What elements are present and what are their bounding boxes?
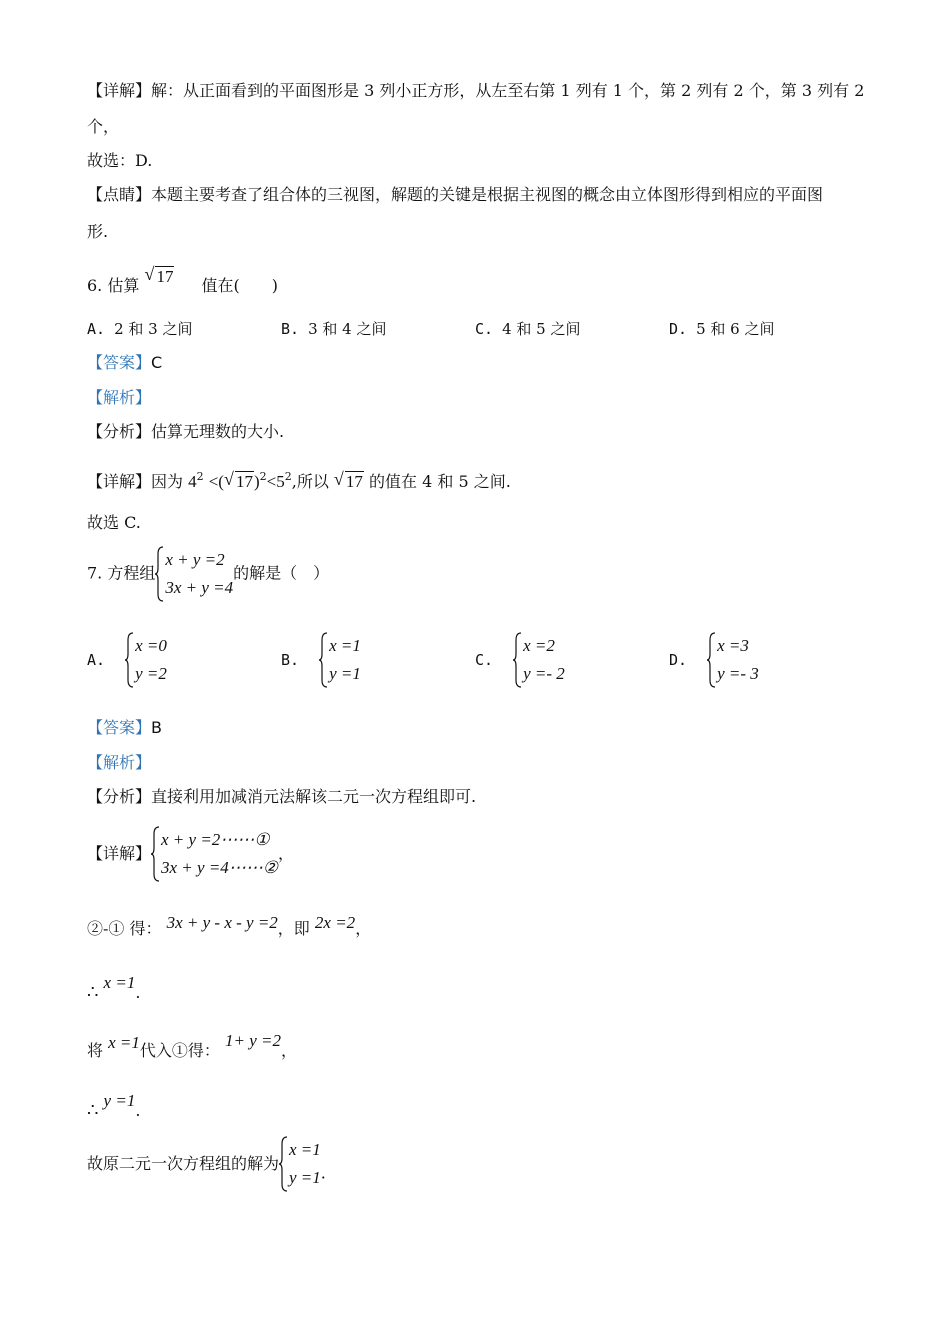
q7-therefore-x: ∴ x =1. <box>87 973 141 1003</box>
q7-detail-system: 【详解】 x + y =2⋯⋯① 3x + y =4⋯⋯② ， <box>87 826 294 882</box>
q5-detail-line1: 【详解】解：从正面看到的平面图形是 3 列小正方形，从左至右第 1 列有 1 个，第 2 列有 2 个，第 3 列有 2 <box>87 81 865 100</box>
left-brace-icon <box>707 632 716 688</box>
sqrt-icon: √ <box>223 469 234 489</box>
q6-detail: 【详解】因为 $4^2$ <( √ $17)^2<5^2$,所以 √ 17 的值在 4 和 5 之间. <box>87 469 511 491</box>
q5-comment-line1: 【点睛】本题主要考查了组合体的三视图，解题的关键是根据主视图的概念由立体图形得到相应的平面图 <box>87 185 824 204</box>
left-brace-icon <box>279 1136 288 1192</box>
q6-answer: C <box>151 353 163 372</box>
left-brace-icon <box>155 546 164 602</box>
therefore-icon: ∴ <box>87 982 99 1003</box>
q7-jiexi: 【解析】 <box>87 753 152 772</box>
q7-analysis: 【分析】直接利用加减消元法解该二元一次方程组即可. <box>87 787 477 806</box>
q5-comment-line2: 形. <box>87 222 109 241</box>
q7-option-d: D. x =3 y =- 3 <box>669 632 759 688</box>
q5-choice: 故选：D. <box>87 151 153 170</box>
q6-option-c: C. 4 和 5 之间 <box>475 320 581 338</box>
q5-detail-line2: 个， <box>87 117 120 136</box>
answer-label: 【答案】 <box>87 718 152 737</box>
q7-option-b: B. x =1 y =1 <box>281 632 361 688</box>
q7-system: x + y =2 3x + y =4 <box>155 546 233 602</box>
q7-final: 故原二元一次方程组的解为 x =1 y =1 . <box>87 1136 326 1192</box>
q7-substitute: 将 x =1代入①得： 1+ y =2， <box>87 1031 298 1060</box>
q6-jiexi: 【解析】 <box>87 388 152 407</box>
answer-label: 【答案】 <box>87 353 152 372</box>
q6-radicand: 17 <box>156 267 174 286</box>
q6-question <box>87 266 278 297</box>
q7-option-c: C. x =2 y =- 2 <box>475 632 565 688</box>
q6-option-d: D. 5 和 6 之间 <box>669 320 775 338</box>
left-brace-icon <box>151 826 160 882</box>
sqrt-icon: √ <box>333 469 344 489</box>
q6-sqrt <box>144 266 174 288</box>
q7-option-a: A. x =0 y =2 <box>87 632 167 688</box>
q6-prefix: 6. 估算 <box>87 276 140 295</box>
sqrt-icon: √ <box>144 264 155 284</box>
q7-answer-line <box>87 717 162 739</box>
q6-analysis: 【分析】估算无理数的大小. <box>87 422 285 441</box>
q6-option-a: A. 2 和 3 之间 <box>87 320 193 338</box>
q7-question: 7. 方程组 x + y =2 3x + y =4 的解是（ ） <box>87 546 329 602</box>
left-brace-icon <box>125 632 134 688</box>
q6-answer-line <box>87 352 162 374</box>
left-brace-icon <box>513 632 522 688</box>
q7-therefore-y: ∴ y =1. <box>87 1091 141 1121</box>
left-brace-icon <box>319 632 328 688</box>
q6-option-b: B. 3 和 4 之间 <box>281 320 387 338</box>
q6-suffix: 值在( ) <box>201 276 279 295</box>
therefore-icon: ∴ <box>87 1100 99 1121</box>
q6-choice: 故选 C. <box>87 513 141 532</box>
q7-step1: ②-① 得： 3x + y - x - y =2，即 2x =2， <box>87 913 372 938</box>
q7-answer: B <box>151 718 162 737</box>
